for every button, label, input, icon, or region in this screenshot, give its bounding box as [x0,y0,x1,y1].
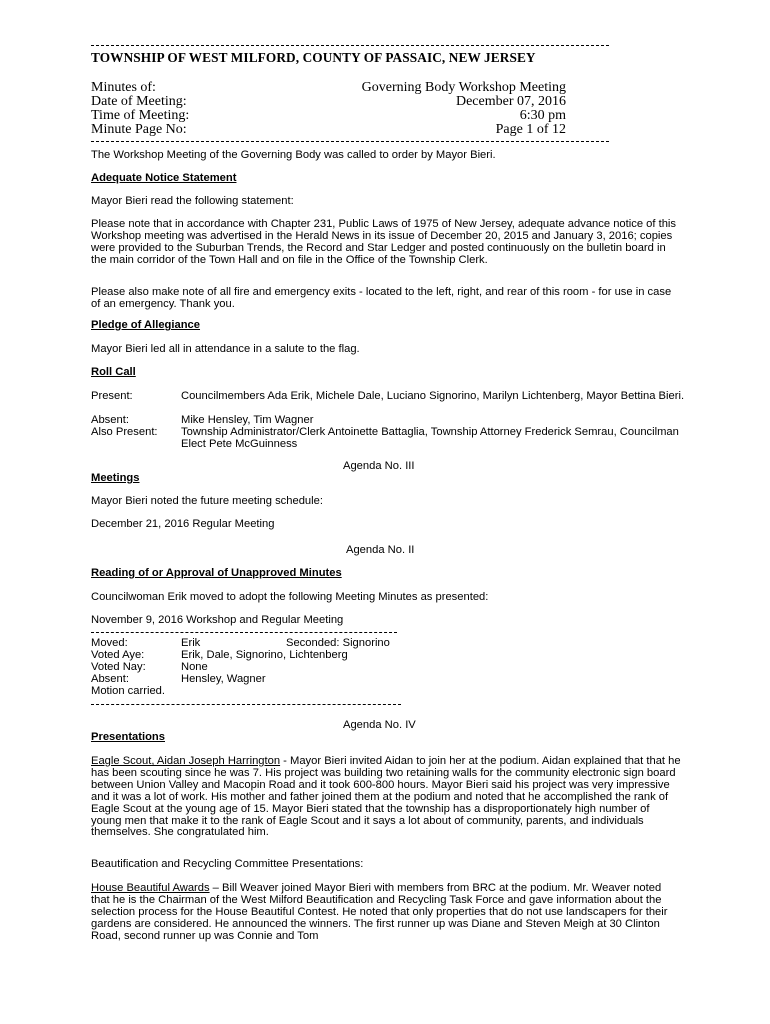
vote-absent-label: Absent: [91,673,129,685]
meta-label: Time of Meeting: [91,108,190,123]
agenda-number-iv: Agenda No. IV [343,719,416,731]
house-beautiful-title: House Beautiful Awards [91,882,210,894]
vote-nay-label: Voted Nay: [91,661,146,673]
vote-bottom-divider [91,704,401,705]
minutes-item: November 9, 2016 Workshop and Regular Meeting [91,614,344,626]
meta-value: Page 1 of 12 [495,122,566,137]
house-beautiful-text: – Bill Weaver joined Mayor Bieri with members from BRC at the podium. Mr. Weaver noted that he is the Chairman of the West Milford Beautification and Recycling Task Force and gave information about the selection process for the House Beautiful Contest. He noted that only properties that do not use landscapers for their gardens are considered. He announced the winners. The first runner up was Diane and Steven Meigh at 30 Clinton Road, second runner up was Connie and Tom [91,882,668,942]
roll-value-present: Councilmembers Ada Erik, Michele Dale, Luciano Signorino, Marilyn Lichtenberg, Mayor Bettina Bieri. [181,390,685,402]
header-divider [91,141,609,142]
call-to-order: The Workshop Meeting of the Governing Body was called to order by Mayor Bieri. [91,149,496,161]
roll-value-also-present: Township Administrator/Clerk Antoinette Battaglia, Township Attorney Frederick Semrau, Councilman Elect Pete McGuinness [181,426,679,450]
meta-label: Date of Meeting: [91,94,187,109]
eagle-scout-text: - Mayor Bieri invited Aidan to join her at the podium. Aidan explained that that he has been scouting since he was 7. His project was building two retaining walls for the community electronic sign board between Union Valley and Macopin Road and it took 600-800 hours. Mayor Bieri said his project was very impressive and it was a lot of work. His mother and father joined them at the podium and noted that he accomplished the rank of Eagle Scout at the young age of 15. Mayor Bieri stated that the township has a disproportionately high number of young men that make it to the rank of Eagle Scout and it says a lot about of community, parents, and individuals themselves. She congratulated him. [91,755,681,839]
vote-nay-value: None [181,661,208,673]
vote-block [91,638,411,698]
minutes-intro: Councilwoman Erik moved to adopt the following Meeting Minutes as presented: [91,591,489,603]
heading-presentations: Presentations [91,731,165,743]
agenda-number-iii: Agenda No. III [343,460,415,472]
document-title: TOWNSHIP OF WEST MILFORD, COUNTY OF PASSAIC, NEW JERSEY [91,50,536,65]
vote-aye-value: Erik, Dale, Signorino, Lichtenberg [181,649,348,661]
heading-adequate-notice: Adequate Notice Statement [91,172,237,184]
vote-seconded: Seconded: Signorino [286,637,390,649]
notice-paragraph-1: Please note that in accordance with Chapter 231, Public Laws of 1975 of New Jersey, adequate advance notice of this Workshop meeting was advertised in the Herald News in its issue of December 20, 2015 and January 3, 2016; copies were provided to the Suburban Trends, the Record and Star Ledger and posted continuously on the bulletin board in the main corridor of the Town Hall and on file in the Office of the Township Clerk. [91,218,677,266]
agenda-number-ii: Agenda No. II [346,544,415,556]
notice-intro: Mayor Bieri read the following statement: [91,195,294,207]
brc-presentations: Beautification and Recycling Committee Presentations: [91,858,364,870]
eagle-scout-paragraph [91,756,681,839]
meta-label: Minutes of: [91,80,156,95]
notice-paragraph-2: Please also make note of all fire and emergency exits - located to the left, right, and rear of this room - for use in case of an emergency. Thank you. [91,286,672,310]
heading-pledge: Pledge of Allegiance [91,319,201,331]
roll-label-also-present: Also Present: [91,426,158,438]
meetings-intro: Mayor Bieri noted the future meeting schedule: [91,495,323,507]
meta-value: 6:30 pm [519,108,566,123]
roll-value-absent: Mike Hensley, Tim Wagner [181,414,314,426]
heading-meetings: Meetings [91,472,140,484]
roll-label-absent: Absent: [91,414,129,426]
top-divider [91,45,609,46]
roll-call-table [91,391,691,451]
vote-top-divider [91,632,397,633]
eagle-scout-title: Eagle Scout, Aidan Joseph Harrington [91,755,281,767]
meta-value: Governing Body Workshop Meeting [361,80,566,95]
vote-moved-label: Moved: [91,637,128,649]
vote-absent-value: Hensley, Wagner [181,673,266,685]
vote-result: Motion carried. [91,685,165,697]
heading-minutes: Reading of or Approval of Unapproved Minutes [91,567,342,579]
vote-moved-value: Erik [181,637,201,649]
meta-value: December 07, 2016 [455,94,566,109]
heading-roll-call: Roll Call [91,366,136,378]
meta-label: Minute Page No: [91,122,187,137]
roll-label-present: Present: [91,390,133,402]
house-beautiful-paragraph [91,883,681,943]
vote-aye-label: Voted Aye: [91,649,145,661]
pledge-text: Mayor Bieri led all in attendance in a salute to the flag. [91,343,360,355]
meetings-item: December 21, 2016 Regular Meeting [91,518,275,530]
